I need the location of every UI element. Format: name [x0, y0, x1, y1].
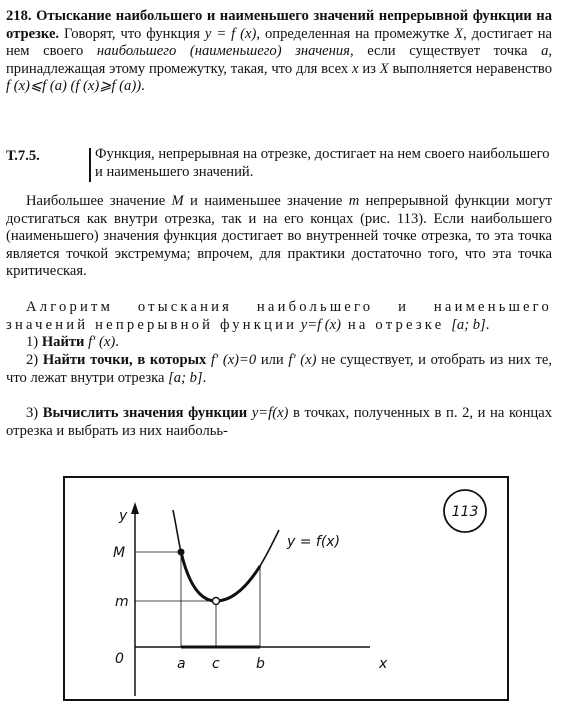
math-set: X — [379, 60, 389, 77]
step-text: не существует, и отобрать из них те, что лежат внутри отрезка — [6, 352, 553, 386]
theorem-label: Т.7.5. — [6, 148, 40, 164]
math-point: a — [541, 43, 549, 60]
step-action: Вычислить значения функции — [38, 405, 252, 421]
step-text: . — [202, 369, 207, 386]
section-text: из — [358, 60, 380, 77]
step-action: Найти точки, в которых — [38, 352, 211, 368]
paragraph-text: Наибольшее значение — [26, 193, 172, 209]
math-expr: f′ (x) — [88, 334, 116, 350]
section-text: , определенная на промежутке — [256, 25, 455, 42]
step-text: или — [256, 352, 289, 368]
y-axis-arrow — [131, 502, 139, 514]
section-title: Отыскание наибольшего и наименьшего значений непрерывной функции на отрезке. — [6, 8, 553, 42]
math-M: M — [171, 193, 184, 209]
paragraph-extrema — [6, 193, 552, 281]
section-text: , принадлежащая этому промежутку, такая, что для всех — [6, 43, 553, 77]
b-label: b — [256, 656, 265, 672]
figure-number: 113 — [451, 504, 479, 520]
step-1 — [6, 334, 552, 352]
M-label: M — [113, 545, 126, 561]
x-axis-label: x — [379, 656, 388, 672]
step-number: 1) — [26, 334, 39, 350]
algorithm-heading — [6, 299, 552, 334]
section-text: Говорят, что функция — [59, 25, 205, 42]
theorem-text: Функция, непрерывная на отрезке, достигает на нем своего наибольшего и наименьшего значений. — [95, 146, 550, 180]
section-text: , достигает на нем своего — [6, 25, 552, 60]
section-text: , если существует точка — [349, 43, 542, 60]
math-m: m — [348, 193, 360, 209]
step-text: в точках, полученных в п. 2, и на концах отрезка и выбрать из них наибольь- — [6, 405, 552, 439]
section-218 — [6, 8, 552, 96]
step-3 — [6, 405, 552, 440]
function-graph — [65, 478, 511, 703]
section-number: 218. — [6, 8, 32, 24]
math-expr: f′ (x) — [288, 352, 317, 368]
function-curve — [173, 510, 279, 601]
max-point — [178, 549, 185, 556]
math-segment: [a; b] — [451, 316, 486, 333]
math-expr: f′ (x)=0 — [210, 352, 257, 368]
c-label: c — [212, 656, 220, 672]
math-set: X — [454, 25, 464, 42]
figure-113 — [63, 476, 509, 701]
math-segment: [a; b] — [168, 369, 203, 386]
m-label: m — [115, 594, 129, 610]
defined-term: наибольшего (наименьшего) значения — [96, 43, 350, 60]
math-inequality: f (x)⩽f (a) (f (x)⩾f (a)) — [6, 78, 142, 95]
algorithm-text: . — [485, 316, 490, 333]
min-point — [213, 598, 220, 605]
curve-on-segment — [181, 552, 260, 601]
origin-label: 0 — [115, 651, 124, 667]
paragraph-text: и наименьшее значение — [183, 193, 349, 209]
math-func: y = f (x) — [204, 25, 257, 42]
curve-label: y = f(x) — [287, 534, 341, 550]
step-number: 2) — [26, 352, 39, 368]
y-axis-label: y — [119, 508, 128, 524]
step-text: . — [115, 334, 119, 350]
a-label: a — [177, 656, 186, 672]
theorem-bar — [89, 148, 91, 182]
algorithm-title: Алгоритм отыскания наибольшего и наименьшего значений непрерывной функции — [6, 299, 552, 333]
section-text: выполняется неравенство — [388, 60, 552, 77]
algorithm-text: на отрезке — [341, 316, 452, 333]
math-var: x — [352, 60, 359, 77]
step-2 — [6, 352, 552, 387]
paragraph-text: непрерывной функции могут достигаться как внутри отрезка, так и на его концах (рис. 113). Если наибольшего (наименьшего) значения функция достигает во внутренней точке отрезка, то эта точка является точкой экстремума; впрочем, для практики достаточно того, что эта точка критическая. — [6, 193, 552, 280]
step-action: Найти — [38, 334, 89, 350]
section-text: . — [141, 78, 145, 95]
math-expr: y=f(x) — [251, 405, 289, 421]
step-number: 3) — [26, 405, 39, 421]
math-func: y=f (x) — [300, 316, 342, 333]
